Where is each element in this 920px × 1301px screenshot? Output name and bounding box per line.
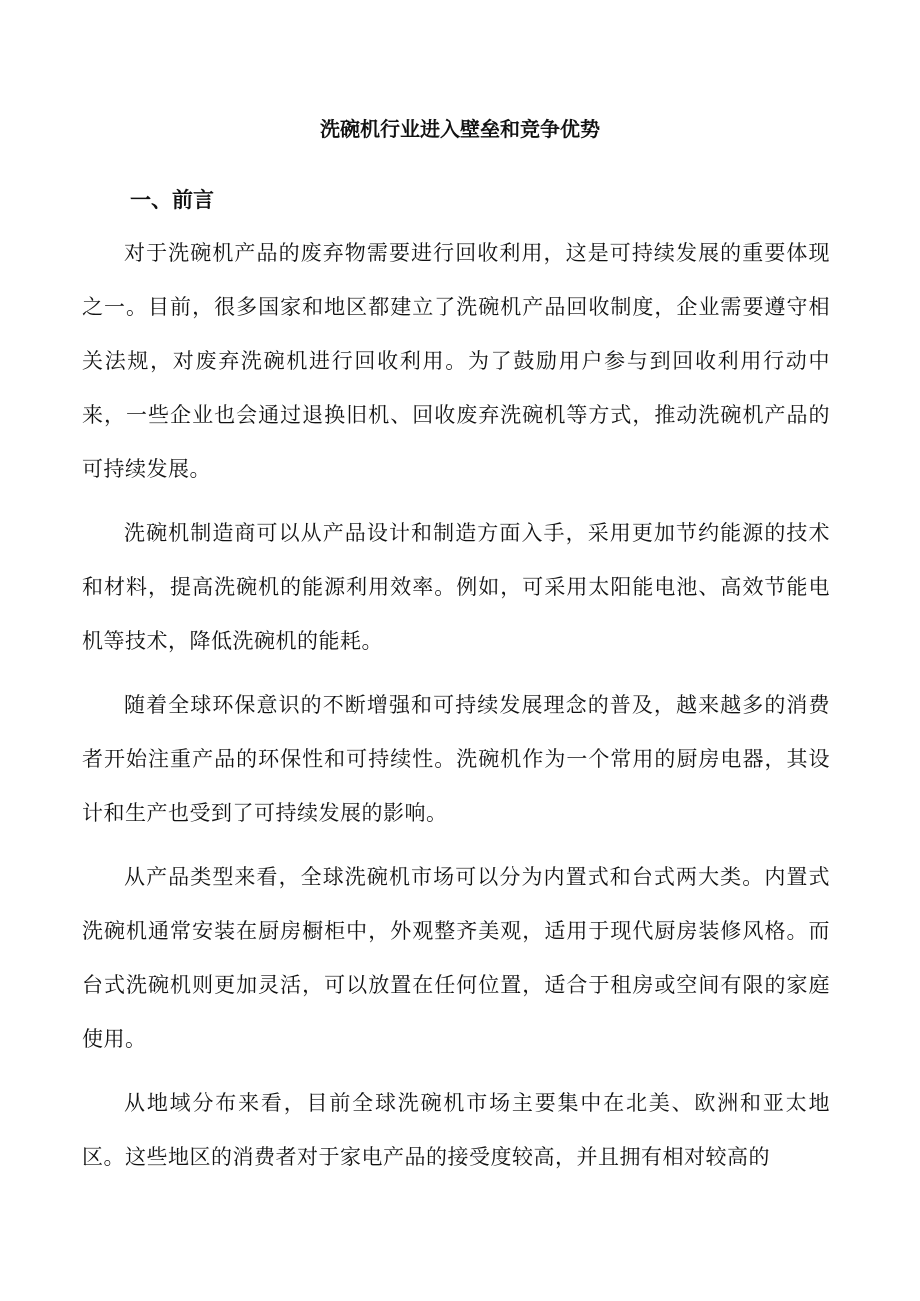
document-title: 洗碗机行业进入壁垒和竞争优势 — [320, 117, 600, 141]
paragraph-sustainability: 随着全球环保意识的不断增强和可持续发展理念的普及，越来越多的消费者开始注重产品的环保性和可持续性。洗碗机作为一个常用的厨房电器，其设计和生产也受到了可持续发展的影响。 — [82, 693, 830, 825]
paragraph-recycling: 对于洗碗机产品的废弃物需要进行回收利用，这是可持续发展的重要体现之一。目前，很多国家和地区都建立了洗碗机产品回收制度，企业需要遵守相关法规，对废弃洗碗机进行回收利用。为了鼓励用户参与到回收利用行动中来，一些企业也会通过退换旧机、回收废弃洗碗机等方式，推动洗碗机产品的可持续发展。 — [82, 241, 830, 481]
paragraph-energy-efficiency: 洗碗机制造商可以从产品设计和制造方面入手，采用更加节约能源的技术和材料，提高洗碗机的能源利用效率。例如，可采用太阳能电池、高效节能电机等技术，降低洗碗机的能耗。 — [82, 521, 830, 653]
paragraph-regional-distribution: 从地域分布来看，目前全球洗碗机市场主要集中在北美、欧洲和亚太地区。这些地区的消费者对于家电产品的接受度较高，并且拥有相对较高的 — [82, 1091, 830, 1169]
paragraph-product-types: 从产品类型来看，全球洗碗机市场可以分为内置式和台式两大类。内置式洗碗机通常安装在厨房橱柜中，外观整齐美观，适用于现代厨房装修风格。而台式洗碗机则更加灵活，可以放置在任何位置，适合于租房或空间有限的家庭使用。 — [82, 865, 830, 1051]
section-heading: 一、前言 — [130, 187, 214, 212]
